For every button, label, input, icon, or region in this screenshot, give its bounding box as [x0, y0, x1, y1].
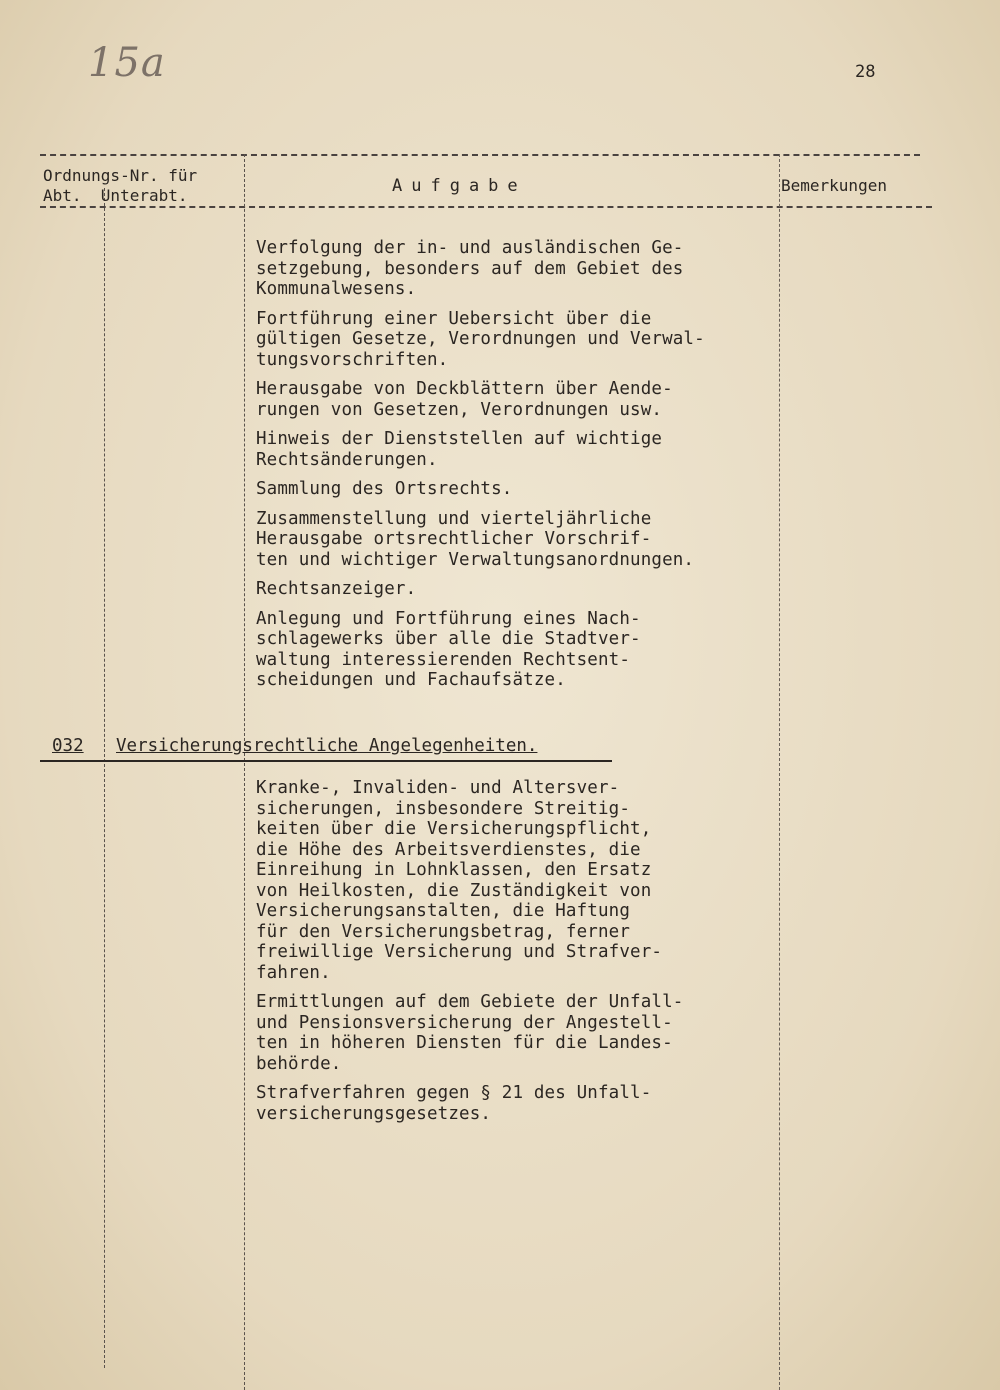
task-line: Herausgabe von Deckblättern über Aende-: [256, 379, 673, 399]
task-paragraph: [256, 479, 705, 500]
task-paragraph: [256, 309, 705, 371]
header-top-rule: [40, 154, 920, 156]
handwritten-page-mark: 15a: [88, 40, 166, 86]
task-line: Versicherungsanstalten, die Haftung: [256, 901, 631, 921]
task-line: setzgebung, besonders auf dem Gebiet des: [256, 258, 684, 279]
task-list-general: [256, 238, 705, 700]
task-line: tungsvorschriften.: [256, 349, 449, 370]
task-line: Strafverfahren gegen § 21 des Unfall-: [256, 1083, 652, 1103]
task-line: schlagewerks über alle die Stadtver-: [256, 629, 641, 649]
task-line: waltung interessierenden Rechtsent-: [256, 649, 631, 670]
task-line: freiwillige Versicherung und Strafver-: [256, 942, 663, 962]
task-line: Zusammenstellung und vierteljährliche: [256, 508, 652, 529]
task-line: scheidungen und Fachaufsätze.: [256, 670, 566, 690]
column-rule-aufgabe: [779, 154, 780, 1390]
task-line: Anlegung und Fortführung eines Nach-: [256, 608, 641, 629]
header-bemerkungen: Bemerkungen: [781, 176, 887, 195]
task-line: Sammlung des Ortsrechts.: [256, 479, 513, 499]
task-paragraph: [256, 778, 683, 983]
task-paragraph: [256, 579, 705, 600]
header-ordnung-line1: Ordnungs-Nr. für: [43, 166, 198, 185]
task-list-insurance: [256, 778, 683, 1133]
section-title: Versicherungsrechtliche Angelegenheiten.: [116, 736, 538, 756]
page-number: 28: [855, 62, 876, 82]
section-number: 032: [52, 736, 84, 756]
task-line: Fortführung einer Uebersicht über die: [256, 308, 652, 329]
task-line: behörde.: [256, 1053, 342, 1074]
task-line: keiten über die Versicherungspflicht,: [256, 819, 652, 839]
task-line: gültigen Gesetze, Verordnungen und Verwal-: [256, 329, 705, 349]
task-line: sicherungen, insbesondere Streitig-: [256, 798, 631, 819]
header-bottom-rule: [40, 206, 932, 208]
task-line: ten in höheren Diensten für die Landes-: [256, 1033, 673, 1053]
task-line: von Heilkosten, die Zuständigkeit von: [256, 880, 652, 901]
task-line: Hinweis der Dienststellen auf wichtige: [256, 429, 663, 449]
task-line: rungen von Gesetzen, Verordnungen usw.: [256, 399, 663, 420]
task-paragraph: [256, 238, 705, 300]
header-aufgabe: Aufgabe: [392, 176, 527, 196]
task-line: Kommunalwesens.: [256, 279, 417, 299]
task-line: Rechtsanzeiger.: [256, 579, 417, 599]
task-line: Herausgabe ortsrechtlicher Vorschrif-: [256, 529, 652, 549]
section-underline: [40, 760, 612, 762]
task-line: Ermittlungen auf dem Gebiete der Unfall-: [256, 992, 684, 1012]
task-paragraph: [256, 509, 705, 571]
column-rule-unterabt: [244, 154, 245, 1390]
task-line: Rechtsänderungen.: [256, 449, 438, 470]
task-line: ten und wichtiger Verwaltungsanordnungen.: [256, 549, 695, 570]
task-line: versicherungsgesetzes.: [256, 1103, 492, 1124]
task-line: und Pensionsversicherung der Angestell-: [256, 1012, 673, 1033]
task-line: fahren.: [256, 962, 331, 983]
task-paragraph: [256, 992, 683, 1074]
task-paragraph: [256, 379, 705, 420]
task-line: Verfolgung der in- und ausländischen Ge-: [256, 238, 684, 258]
task-line: Einreihung in Lohnklassen, den Ersatz: [256, 860, 652, 880]
task-line: die Höhe des Arbeitsverdienstes, die: [256, 839, 641, 860]
task-line: für den Versicherungsbetrag, ferner: [256, 921, 631, 942]
task-paragraph: [256, 609, 705, 691]
task-paragraph: [256, 1083, 683, 1124]
header-ordnung-line2: Abt. Unterabt.: [43, 186, 188, 205]
task-line: Kranke-, Invaliden- und Altersver-: [256, 778, 620, 798]
column-rule-abt: [104, 188, 105, 1368]
task-paragraph: [256, 429, 705, 470]
